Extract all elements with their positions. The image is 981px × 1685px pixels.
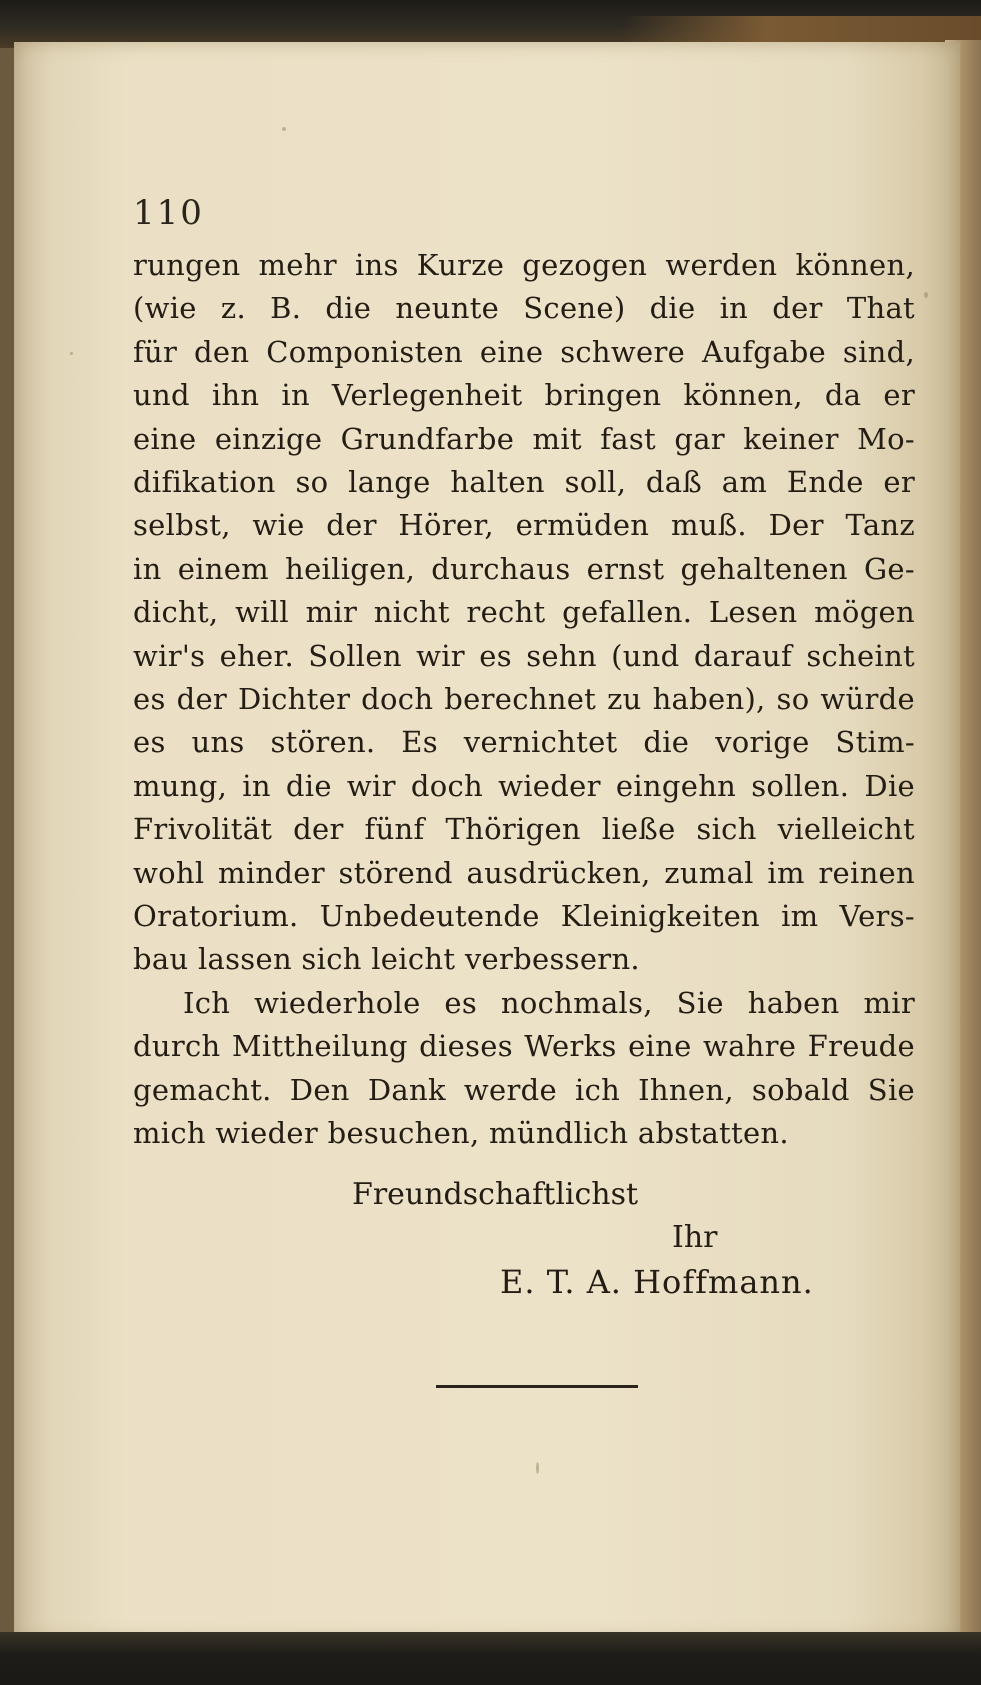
text-line: durch Mittheilung dieses Werks eine wahre Freude: [133, 1029, 915, 1063]
signature: E. T. A. Hoffmann.: [500, 1263, 814, 1301]
text-line: gemacht. Den Dank werde ich Ihnen, sobald Sie: [133, 1073, 915, 1107]
text-line: dicht, will mir nicht recht gefallen. Lesen mögen: [133, 595, 915, 629]
text-line: difikation so lange halten soll, daß am Ende er: [133, 465, 915, 499]
text-line: bau lassen sich leicht verbessern.: [133, 942, 640, 976]
paper-spot: [70, 352, 73, 355]
text-line: selbst, wie der Hörer, ermüden muß. Der Tanz: [133, 508, 915, 542]
paper-spot: [536, 1462, 539, 1474]
text-line: es der Dichter doch berechnet zu haben), so würde: [133, 682, 915, 716]
text-line: mich wieder besuchen, mündlich abstatten.: [133, 1116, 789, 1150]
text-line: rungen mehr ins Kurze gezogen werden können,: [133, 248, 915, 282]
salutation: Ihr: [672, 1220, 718, 1255]
text-line: wohl minder störend ausdrücken, zumal im reinen: [133, 856, 915, 890]
text-line: und ihn in Verlegenheit bringen können, da er: [133, 378, 915, 412]
closing-phrase: Freundschaftlichst: [352, 1177, 639, 1212]
text-line: mung, in die wir doch wieder eingehn sollen. Die: [133, 769, 915, 803]
text-line: eine einzige Grundfarbe mit fast gar keiner Mo-: [133, 422, 915, 456]
text-line: für den Componisten eine schwere Aufgabe sind,: [133, 335, 915, 369]
text-line: wir's eher. Sollen wir es sehn (und darauf scheint: [133, 639, 915, 673]
book-bottom-edge: [0, 1632, 981, 1685]
book-top-edge: [0, 0, 981, 48]
page-number: 110: [133, 193, 204, 233]
end-rule: [436, 1385, 638, 1388]
text-line: Ich wiederhole es nochmals, Sie haben mir: [183, 986, 915, 1020]
text-line: Oratorium. Unbedeutende Kleinigkeiten im Vers-: [133, 899, 915, 933]
text-line: es uns stören. Es vernichtet die vorige Stim-: [133, 725, 915, 759]
text-line: Frivolität der fünf Thörigen ließe sich vielleicht: [133, 812, 915, 846]
text-line: in einem heiligen, durchaus ernst gehaltenen Ge-: [133, 552, 915, 586]
paper-spot: [924, 292, 928, 298]
paper-spot: [282, 127, 286, 131]
text-line: (wie z. B. die neunte Scene) die in der That: [133, 291, 915, 325]
